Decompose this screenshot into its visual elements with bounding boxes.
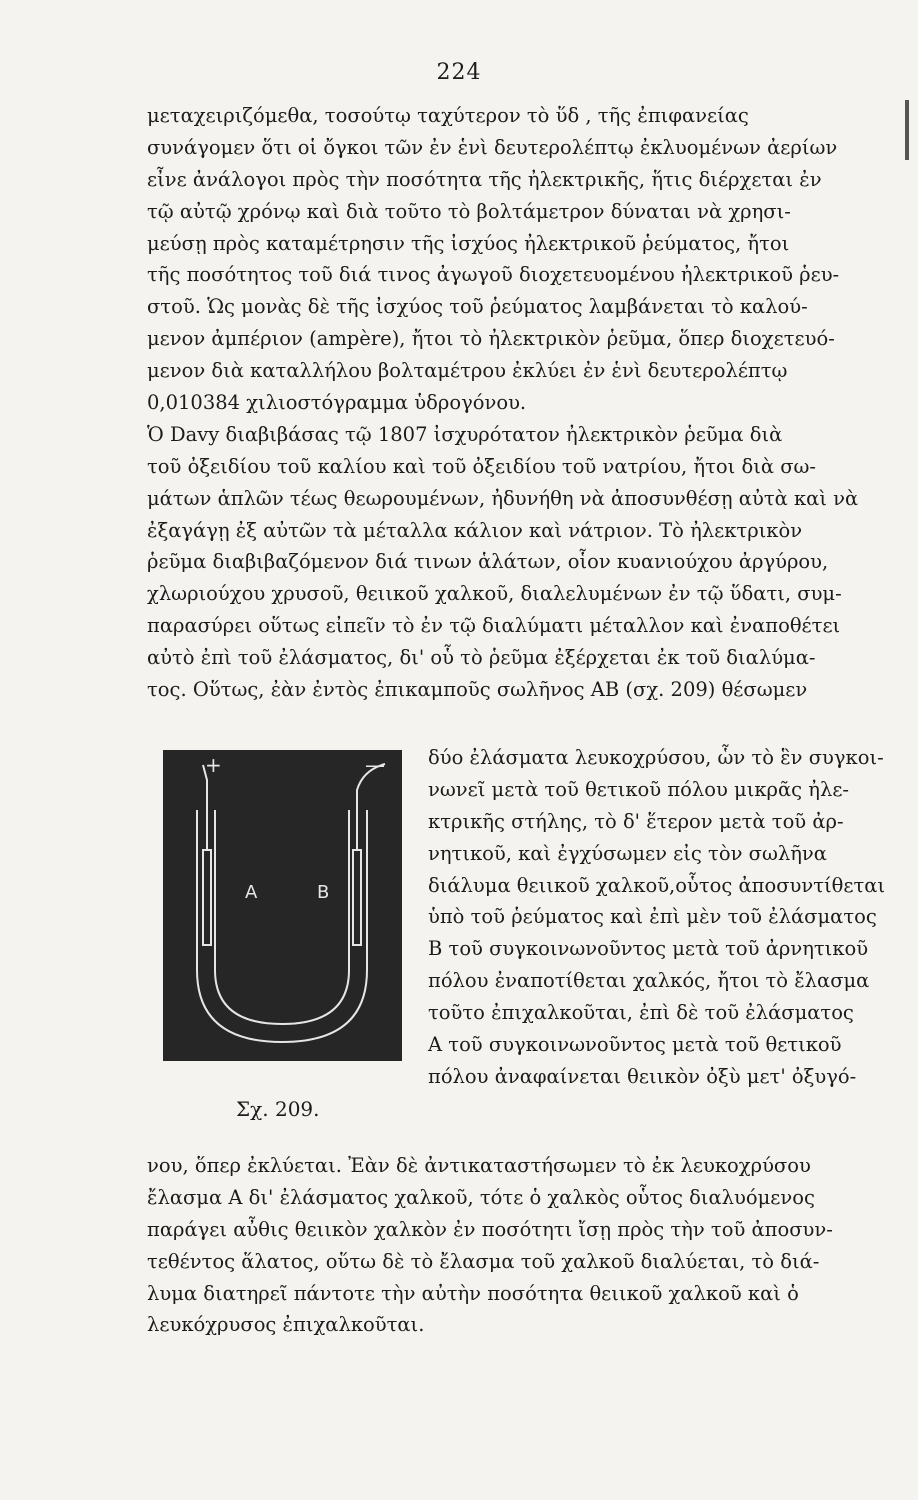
text-line: παράγει αὖθις θειικὸν χαλκὸν ἐν ποσότητι ἴσῃ πρὸς τὴν τοῦ ἀποσυν-	[147, 1217, 833, 1241]
text-line: παρασύρει οὕτως εἰπεῖν τὸ ἐν τῷ διαλύματι μέταλλον καὶ ἐναποθέτει	[147, 614, 841, 638]
text-line: νητικοῦ, καὶ ἐγχύσωμεν εἰς τὸν σωλῆνα	[428, 841, 827, 865]
text-line: νου, ὅπερ ἐκλύεται. Ἐὰν δὲ ἀντικαταστήσωμεν τὸ ἐκ λευκοχρύσου	[147, 1154, 811, 1177]
text-line: τεθέντος ἅλατος, οὕτω δὲ τὸ ἔλασμα τοῦ χαλκοῦ διαλύεται, τὸ διά-	[147, 1249, 820, 1273]
text-line: μεύσῃ πρὸς καταμέτρησιν τῆς ἰσχύος ἠλεκτρικοῦ ῥεύματος, ἤτοι	[147, 231, 790, 255]
plate-a	[203, 850, 211, 945]
text-line: μάτων ἁπλῶν τέως θεωρουμένων, ἠδυνήθη νὰ ἀποσυνθέσῃ αὐτὰ καὶ νὰ	[147, 486, 859, 510]
text-line: τος. Οὕτως, ἐὰν ἐντὸς ἐπικαμποῦς σωλῆνος ΑΒ (σχ. 209) θέσωμεν	[147, 678, 808, 702]
text-line: ῥεῦμα διαβιβαζόμενον διά τινων ἁλάτων, οἷον κυανιούχου ἀργύρου,	[147, 550, 829, 574]
text-line: πόλου ἐναποτίθεται χαλκός, ἤτοι τὸ ἔλασμα	[428, 969, 870, 993]
u-tube-outer	[197, 810, 367, 1042]
text-line: συνάγομεν ὅτι οἱ ὄγκοι τῶν ἐν ἑνὶ δευτερολέπτῳ ἐκλυομένων ἀερίων	[147, 135, 838, 159]
u-tube-inner	[215, 810, 349, 1024]
text-line: στοῦ. Ὡς μονὰς δὲ τῆς ἰσχύος τοῦ ῥεύματος λαμβάνεται τὸ καλού-	[147, 295, 808, 319]
label-a: Α	[245, 882, 258, 903]
text-line: νωνεῖ μετὰ τοῦ θετικοῦ πόλου μικρᾶς ἠλε-	[428, 777, 850, 801]
figure-caption: Σχ. 209.	[236, 1097, 320, 1121]
text-line: Α τοῦ συγκοινωνοῦντος μετὰ τοῦ θετικοῦ	[428, 1033, 842, 1057]
figure-209	[163, 750, 402, 1061]
text-line: κτρικῆς στήλης, τὸ δ' ἕτερον μετὰ τοῦ ἀρ-	[428, 809, 844, 833]
text-line: 0,010384 χιλιοστόγραμμα ὑδρογόνου.	[147, 391, 527, 415]
text-line: ὑπὸ τοῦ ῥεύματος καὶ ἐπὶ μὲν τοῦ ἐλάσματος	[428, 905, 877, 929]
text-line: ἐξαγάγῃ ἐξ αὐτῶν τὰ μέταλλα κάλιον καὶ νάτριον. Τὸ ἠλεκτρικὸν	[147, 518, 803, 542]
text-line: λευκόχρυσος ἐπιχαλκοῦται.	[147, 1313, 425, 1337]
text-line: τῷ αὐτῷ χρόνῳ καὶ διὰ τοῦτο τὸ βολτάμετρον δύναται νὰ χρησι-	[147, 199, 791, 223]
text-line: αὐτὸ ἐπὶ τοῦ ἐλάσματος, δι' οὗ τὸ ῥεῦμα ἐξέρχεται ἐκ τοῦ διαλύμα-	[147, 646, 816, 670]
text-line: πόλου ἀναφαίνεται θειικὸν ὀξὺ μετ' ὀξυγό-	[428, 1064, 857, 1088]
text-line: δύο ἐλάσματα λευκοχρύσου, ὧν τὸ ἓν συγκοι-	[428, 746, 884, 769]
paragraph-bottom	[147, 1150, 907, 1341]
u-tube-illustration	[163, 750, 402, 1061]
paragraph-top	[147, 100, 907, 706]
label-b: Β	[317, 882, 330, 903]
plate-b	[353, 850, 361, 945]
text-line: Β τοῦ συγκοινωνοῦντος μετὰ τοῦ ἀρνητικοῦ	[428, 937, 869, 961]
plus-label: +	[205, 753, 222, 777]
text-line: διάλυμα θειικοῦ χαλκοῦ,οὗτος ἀποσυντίθεται	[428, 873, 886, 897]
text-line: τοῦ ὀξειδίου τοῦ καλίου καὶ τοῦ ὀξειδίου τοῦ νατρίου, ἤτοι διὰ σω-	[147, 454, 817, 478]
paragraph-side	[428, 742, 908, 1093]
text-line: λυμα διατηρεῖ πάντοτε τὴν αὐτὴν ποσότητα θειικοῦ χαλκοῦ καὶ ὁ	[147, 1281, 799, 1305]
wire-a	[203, 765, 207, 850]
text-line: εἶνε ἀνάλογοι πρὸς τὴν ποσότητα τῆς ἠλεκτρικῆς, ἥτις διέρχεται ἐν	[147, 167, 822, 191]
text-line: τῆς ποσότητος τοῦ διά τινος ἀγωγοῦ διοχετευομένου ἠλεκτρικοῦ ῥευ-	[147, 263, 840, 287]
text-line: τοῦτο ἐπιχαλκοῦται, ἐπὶ δὲ τοῦ ἐλάσματος	[428, 1001, 854, 1025]
text-line: χλωριούχου χρυσοῦ, θειικοῦ χαλκοῦ, διαλελυμένων ἐν τῷ ὕδατι, συμ-	[147, 582, 842, 606]
text-line: Ὁ Davy διαβιβάσας τῷ 1807 ἰσχυρότατον ἠλεκτρικὸν ῥεῦμα διὰ	[147, 422, 783, 446]
text-line: μενον διὰ καταλλήλου βολταμέτρου ἐκλύει ἐν ἑνὶ δευτερολέπτῳ	[147, 359, 788, 383]
text-line: ἔλασμα Α δι' ἐλάσματος χαλκοῦ, τότε ὁ χαλκὸς οὗτος διαλυόμενος	[147, 1185, 815, 1209]
page-number: 224	[436, 60, 482, 85]
text-line: μενον ἀμπέριον (ampère), ἤτοι τὸ ἠλεκτρικὸν ῥεῦμα, ὅπερ διοχετευό-	[147, 327, 835, 351]
minus-label: —	[365, 753, 385, 777]
text-line: μεταχειριζόμεθα, τοσούτῳ ταχύτερον τὸ ὕδ , τῆς ἐπιφανείας	[147, 104, 749, 127]
